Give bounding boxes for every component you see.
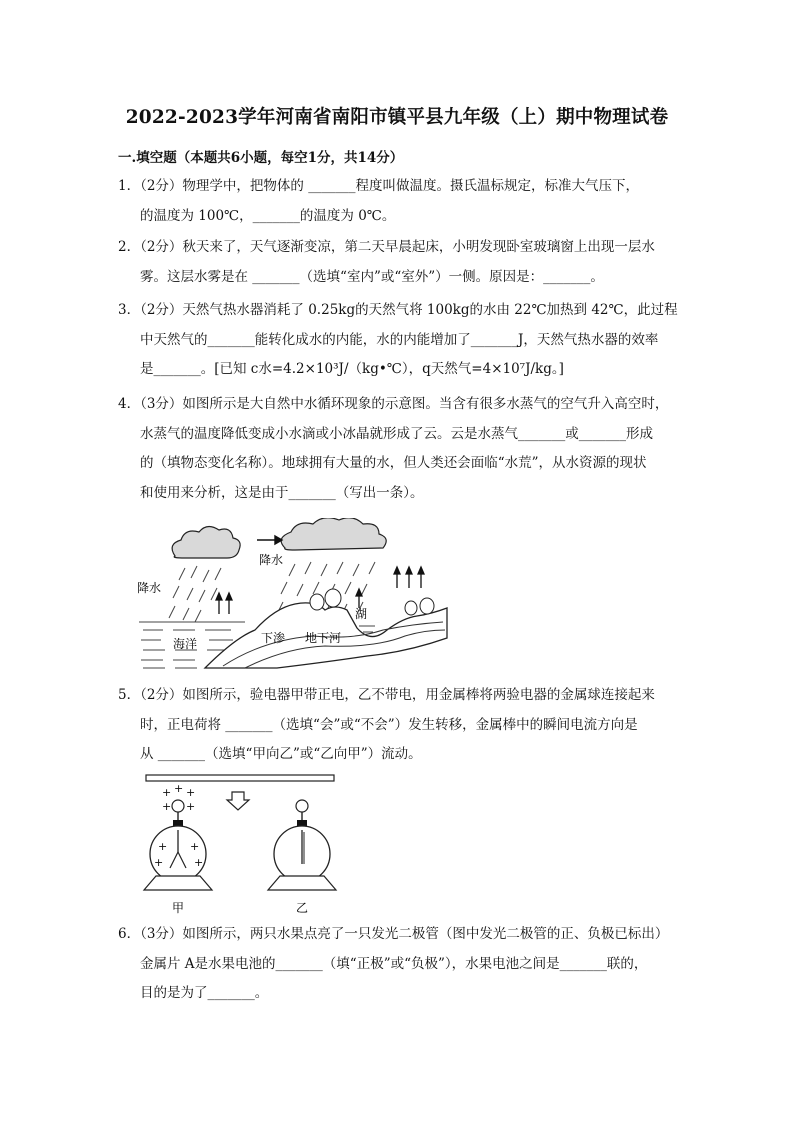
rain-left (169, 566, 221, 622)
question-1 (118, 172, 688, 231)
question-2-line-2: 雾。这层水雾是在 _______（选填“室内”或“室外”）一侧。原因是：_______。 (140, 268, 604, 285)
svg-text:+: + (190, 840, 200, 853)
question-3 (118, 296, 688, 385)
section-heading: 一.填空题（本题共6小题，每空1分，共14分） (118, 150, 404, 166)
svg-text:+: + (186, 800, 196, 813)
page-title: 2022-2023学年河南省南阳市镇平县九年级（上）期中物理试卷 (125, 107, 669, 128)
question-6-line-1: 6．（3分）如图所示，两只水果点亮了一只发光二极管（图中发光二极管的正、负极已标出） (118, 926, 669, 942)
metal-rod (146, 775, 334, 781)
label-infiltration: 下渗 (261, 631, 286, 645)
electroscope-b (268, 800, 336, 890)
question-3-line-1: 3．（2分）天然气热水器消耗了 0.25kg的天然气将 100kg的水由 22℃加热到 42℃，此过程 (118, 302, 678, 318)
label-ocean: 海洋 (173, 637, 198, 651)
question-1-line-1: 1．（2分）物理学中，把物体的 _______程度叫做温度。摄氏温标规定，标准大气压下， (118, 178, 639, 194)
question-3-line-3: 是_______。[已知 c水=4.2×10³J/（kg•℃），q天然气=4×10⁷J/kg。] (140, 361, 564, 377)
question-6-line-2: 金属片 A是水果电池的_______（填“正极”或“负极”），水果电池之间是_______联的， (140, 955, 648, 972)
question-2 (118, 233, 688, 292)
question-5 (118, 681, 688, 770)
evaporation-arrows-left (216, 593, 232, 614)
electroscope-figure (140, 772, 340, 920)
label-underground-river: 地下河 (305, 631, 342, 645)
label-electroscope-a: 甲 (172, 901, 185, 915)
label-rain-left: 降水 (137, 581, 162, 595)
wind-arrow-icon (257, 536, 282, 544)
question-3-line-2: 中天然气的_______能转化成水的内能，水的内能增加了_______J，天然气热水器的效率 (140, 331, 659, 348)
label-electroscope-b: 乙 (296, 901, 309, 915)
svg-text:+: + (162, 786, 172, 799)
question-4-line-3: 的（填物态变化名称）。地球拥有大量的水，但人类还会面临“水荒”，从水资源的现状 (140, 455, 647, 471)
right-cloud (281, 518, 386, 550)
question-4 (118, 390, 688, 508)
question-6-line-3: 目的是为了_______。 (140, 985, 269, 1001)
svg-text:+: + (174, 782, 184, 795)
left-cloud (172, 526, 240, 558)
question-6 (118, 920, 688, 1009)
label-rain-top: 降水 (259, 553, 284, 567)
question-4-line-1: 4．（3分）如图所示是大自然中水循环现象的示意图。当含有很多水蒸气的空气升入高空时， (118, 396, 669, 412)
question-4-line-2: 水蒸气的温度降低变成小水滴或小冰晶就形成了云。云是水蒸气_______或_______形成 (140, 425, 653, 442)
down-arrow-icon (227, 792, 249, 810)
question-2-line-1: 2．（2分）秋天来了，天气逐渐变凉，第二天早晨起床，小明发现卧室玻璃窗上出现一层水 (118, 239, 655, 255)
water-cycle-figure (135, 518, 450, 673)
question-1-line-2: 的温度为 100℃，_______的温度为 0℃。 (140, 207, 396, 224)
svg-text:+: + (154, 856, 164, 869)
question-5-line-1: 5．（2分）如图所示，验电器甲带正电，乙不带电，用金属棒将两验电器的金属球连接起来 (118, 687, 655, 703)
question-5-line-2: 时，正电荷将 _______（选填“会”或“不会”）发生转移，金属棒中的瞬间电流方向是 (140, 716, 638, 733)
label-lake: 湖 (355, 607, 368, 621)
question-5-line-3: 从 _______（选填“甲向乙”或“乙向甲”）流动。 (140, 746, 422, 762)
svg-text:+: + (194, 856, 204, 869)
svg-text:+: + (158, 840, 168, 853)
svg-text:+: + (162, 800, 172, 813)
lake-waves (359, 626, 375, 632)
electroscope-a (144, 782, 212, 890)
svg-text:+: + (186, 786, 196, 799)
question-4-line-4: 和使用来分析，这是由于_______（写出一条）。 (140, 484, 424, 501)
